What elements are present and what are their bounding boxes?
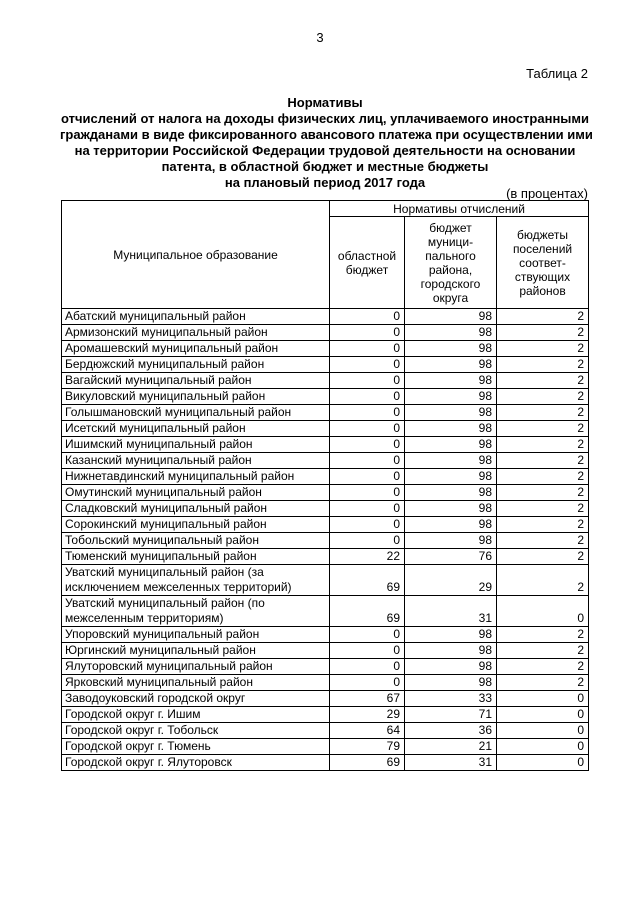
table-row (62, 325, 589, 341)
header-municipality: Муниципальное образование (62, 201, 330, 309)
cell-district: 21 (405, 739, 497, 755)
normatives-table (61, 200, 589, 771)
table-row (62, 596, 589, 627)
cell-settlements: 2 (497, 627, 589, 643)
cell-district: 29 (405, 565, 497, 596)
cell-district: 98 (405, 405, 497, 421)
cell-regional: 0 (330, 373, 405, 389)
cell-municipality: Аромашевский муниципальный район (62, 341, 330, 357)
table-row (62, 659, 589, 675)
table-row (62, 485, 589, 501)
cell-district: 98 (405, 501, 497, 517)
table-row (62, 453, 589, 469)
cell-regional: 0 (330, 659, 405, 675)
cell-regional: 0 (330, 675, 405, 691)
cell-settlements: 0 (497, 723, 589, 739)
cell-regional: 67 (330, 691, 405, 707)
table-row (62, 691, 589, 707)
cell-municipality: Заводоуковский городской округ (62, 691, 330, 707)
cell-municipality: Тюменский муниципальный район (62, 549, 330, 565)
cell-district: 98 (405, 421, 497, 437)
cell-municipality: Армизонский муниципальный район (62, 325, 330, 341)
table-row (62, 739, 589, 755)
cell-settlements: 2 (497, 533, 589, 549)
cell-regional: 0 (330, 437, 405, 453)
cell-settlements: 2 (497, 341, 589, 357)
cell-settlements: 2 (497, 517, 589, 533)
cell-district: 98 (405, 533, 497, 549)
cell-regional: 0 (330, 469, 405, 485)
cell-regional: 0 (330, 485, 405, 501)
cell-district: 98 (405, 643, 497, 659)
cell-district: 98 (405, 485, 497, 501)
cell-regional: 69 (330, 755, 405, 771)
cell-regional: 0 (330, 309, 405, 325)
cell-district: 98 (405, 341, 497, 357)
cell-regional: 0 (330, 517, 405, 533)
table-row (62, 421, 589, 437)
table-row (62, 309, 589, 325)
title-line: гражданами в виде фиксированного авансового платежа при осуществлении ими (60, 127, 593, 142)
header-settlements: бюджеты поселений соответ-ствующих районов (497, 217, 589, 309)
cell-district: 71 (405, 707, 497, 723)
cell-regional: 0 (330, 341, 405, 357)
cell-municipality: Городской округ г. Ишим (62, 707, 330, 723)
table-row (62, 565, 589, 596)
title-line: отчислений от налога на доходы физических лиц, уплачиваемого иностранными (60, 111, 590, 126)
cell-district: 31 (405, 596, 497, 627)
cell-regional: 0 (330, 643, 405, 659)
cell-municipality: Исетский муниципальный район (62, 421, 330, 437)
cell-regional: 0 (330, 533, 405, 549)
cell-settlements: 0 (497, 707, 589, 723)
cell-municipality: Сорокинский муниципальный район (62, 517, 330, 533)
cell-municipality: Нижнетавдинский муниципальный район (62, 469, 330, 485)
cell-municipality: Юргинский муниципальный район (62, 643, 330, 659)
cell-regional: 0 (330, 389, 405, 405)
cell-district: 98 (405, 309, 497, 325)
cell-settlements: 0 (497, 755, 589, 771)
cell-regional: 0 (330, 357, 405, 373)
cell-municipality: Тобольский муниципальный район (62, 533, 330, 549)
table-row (62, 437, 589, 453)
cell-municipality: Городской округ г. Тюмень (62, 739, 330, 755)
header-regional: областной бюджет (330, 217, 405, 309)
table-row (62, 627, 589, 643)
cell-municipality: Ярковский муниципальный район (62, 675, 330, 691)
cell-district: 98 (405, 357, 497, 373)
title-line: на территории Российской Федерации трудовой деятельности на основании (74, 143, 576, 158)
cell-municipality: Омутинский муниципальный район (62, 485, 330, 501)
cell-district: 98 (405, 675, 497, 691)
cell-regional: 29 (330, 707, 405, 723)
cell-regional: 79 (330, 739, 405, 755)
table-row (62, 341, 589, 357)
cell-settlements: 2 (497, 643, 589, 659)
cell-municipality: Ишимский муниципальный район (62, 437, 330, 453)
cell-settlements: 2 (497, 453, 589, 469)
cell-settlements: 2 (497, 309, 589, 325)
cell-regional: 0 (330, 325, 405, 341)
table-row (62, 675, 589, 691)
cell-settlements: 2 (497, 405, 589, 421)
cell-settlements: 2 (497, 485, 589, 501)
table-row (62, 533, 589, 549)
cell-municipality: Городской округ г. Тобольск (62, 723, 330, 739)
header-district: бюджет муници-пального района, городского округа (405, 217, 497, 309)
cell-municipality: Уватский муниципальный район (по межселенным территориям) (62, 596, 330, 627)
table-row (62, 357, 589, 373)
cell-district: 76 (405, 549, 497, 565)
cell-municipality: Городской округ г. Ялуторовск (62, 755, 330, 771)
title-line: Нормативы (287, 95, 363, 110)
cell-settlements: 2 (497, 421, 589, 437)
table-row (62, 389, 589, 405)
cell-settlements: 2 (497, 549, 589, 565)
table-row (62, 405, 589, 421)
header-group: Нормативы отчислений (330, 201, 589, 217)
cell-settlements: 2 (497, 469, 589, 485)
cell-regional: 0 (330, 421, 405, 437)
cell-regional: 0 (330, 453, 405, 469)
cell-district: 98 (405, 469, 497, 485)
cell-district: 98 (405, 627, 497, 643)
units-note: (в процентах) (506, 186, 588, 201)
cell-district: 31 (405, 755, 497, 771)
table-label: Таблица 2 (526, 66, 588, 81)
cell-municipality: Упоровский муниципальный район (62, 627, 330, 643)
cell-district: 36 (405, 723, 497, 739)
cell-district: 98 (405, 453, 497, 469)
cell-district: 98 (405, 389, 497, 405)
title-line: на плановый период 2017 года (224, 175, 426, 190)
table-row (62, 707, 589, 723)
cell-settlements: 2 (497, 675, 589, 691)
cell-regional: 69 (330, 596, 405, 627)
cell-settlements: 2 (497, 501, 589, 517)
cell-regional: 69 (330, 565, 405, 596)
cell-municipality: Абатский муниципальный район (62, 309, 330, 325)
cell-settlements: 0 (497, 691, 589, 707)
cell-regional: 0 (330, 501, 405, 517)
cell-settlements: 0 (497, 596, 589, 627)
cell-municipality: Голышмановский муниципальный район (62, 405, 330, 421)
cell-district: 98 (405, 325, 497, 341)
table-row (62, 373, 589, 389)
cell-regional: 0 (330, 405, 405, 421)
table-row (62, 469, 589, 485)
cell-municipality: Вагайский муниципальный район (62, 373, 330, 389)
cell-municipality: Викуловский муниципальный район (62, 389, 330, 405)
cell-settlements: 2 (497, 437, 589, 453)
table-row (62, 501, 589, 517)
cell-municipality: Ялуторовский муниципальный район (62, 659, 330, 675)
cell-regional: 0 (330, 627, 405, 643)
cell-municipality: Казанский муниципальный район (62, 453, 330, 469)
cell-district: 33 (405, 691, 497, 707)
cell-settlements: 2 (497, 659, 589, 675)
cell-regional: 22 (330, 549, 405, 565)
cell-regional: 64 (330, 723, 405, 739)
cell-district: 98 (405, 437, 497, 453)
cell-municipality: Бердюжский муниципальный район (62, 357, 330, 373)
cell-settlements: 2 (497, 357, 589, 373)
cell-settlements: 2 (497, 325, 589, 341)
cell-settlements: 2 (497, 565, 589, 596)
cell-district: 98 (405, 373, 497, 389)
cell-settlements: 2 (497, 373, 589, 389)
table-row (62, 517, 589, 533)
cell-district: 98 (405, 659, 497, 675)
table-row (62, 549, 589, 565)
title-line: патента, в областной бюджет и местные бюджеты (161, 159, 489, 174)
cell-settlements: 0 (497, 739, 589, 755)
page-number: 3 (316, 30, 324, 45)
table-row (62, 643, 589, 659)
table-row (62, 755, 589, 771)
table-row (62, 723, 589, 739)
cell-municipality: Сладковский муниципальный район (62, 501, 330, 517)
cell-district: 98 (405, 517, 497, 533)
cell-settlements: 2 (497, 389, 589, 405)
cell-municipality: Уватский муниципальный район (за исключением межселенных территорий) (62, 565, 330, 596)
document-title (60, 95, 593, 191)
